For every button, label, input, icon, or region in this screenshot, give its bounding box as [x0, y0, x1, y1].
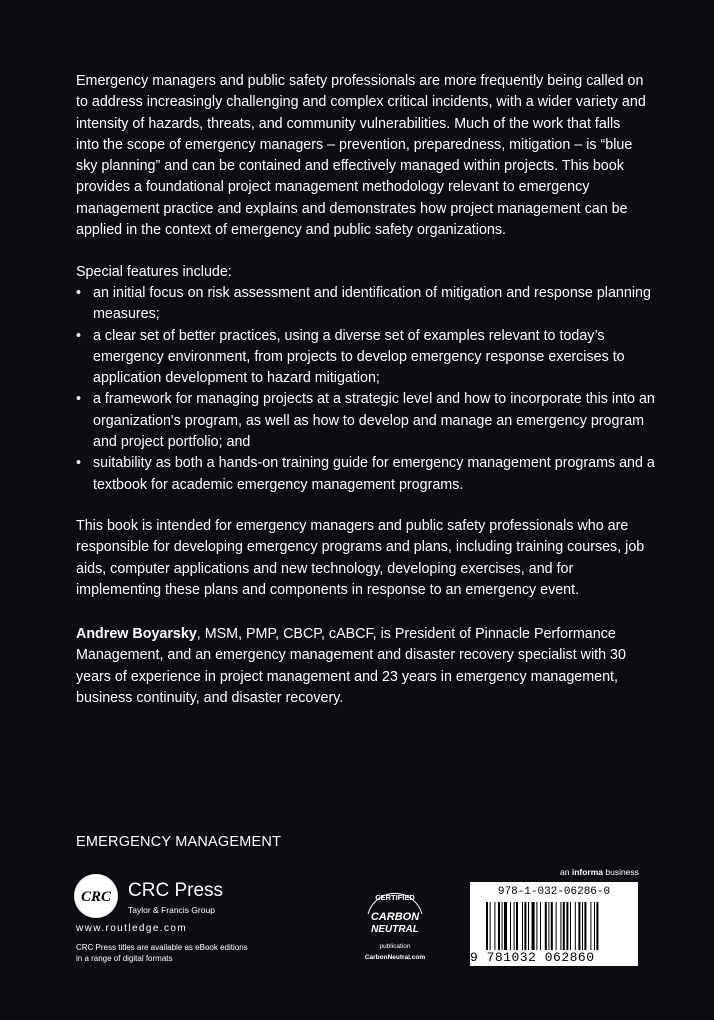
- barcode-bar: [522, 902, 523, 950]
- barcode-bar: [532, 902, 535, 950]
- barcode-bar: [548, 902, 549, 950]
- publisher-name: CRC Press: [128, 880, 224, 901]
- publisher-group: Taylor & Francis Group: [128, 905, 215, 915]
- ebook-note-line: CRC Press titles are available as eBook editions: [76, 943, 248, 952]
- barcode-bar: [590, 902, 591, 950]
- informa-label: [560, 867, 639, 877]
- carbon-line2: CARBON: [370, 911, 420, 923]
- barcode-bar: [540, 902, 541, 950]
- barcode-bar: [516, 902, 518, 950]
- barcode-bar: [510, 902, 511, 950]
- carbon-line4: publication: [379, 943, 411, 950]
- barcode-bar: [486, 902, 488, 950]
- feature-item: • a clear set of better practices, using a diverse set of examples relevant to today’s emergency environment, from projects to develop emergency response exercises to application development to hazard mitigation;: [76, 326, 656, 390]
- features-list: [76, 283, 656, 496]
- intro-paragraph: Emergency managers and public safety professionals are more frequently being called on to address increasingly challenging and complex critical incidents, with a wider variety and intensity of hazards, threats, and community vulnerabilities. Much of the work that falls into the scope of emergency managers – prevention, preparedness, mitigation – is “blue sky planning” and can be contained and effectively managed within projects. This book provides a foundational project management methodology relevant to emergency management practice and explains and demonstrates how project management can be applied in the context of emergency and public safety organizations.: [76, 73, 646, 239]
- barcode-bar: [494, 902, 495, 950]
- barcode-bar: [563, 902, 565, 950]
- publisher-website[interactable]: www.routledge.com: [76, 923, 188, 934]
- features-heading: Special features include:: [76, 264, 232, 280]
- isbn-top-text: 978-1-032-06286-0: [497, 886, 611, 898]
- barcode-bar: [502, 902, 503, 950]
- barcode-bar: [596, 902, 598, 950]
- barcode-bar: [536, 902, 537, 950]
- informa-suffix: business: [603, 867, 639, 877]
- carbon-certified-text: CERTIFIED: [375, 893, 415, 902]
- barcode-bar: [545, 902, 547, 950]
- carbon-line5: CarbonNeutral.com: [364, 954, 426, 961]
- barcode-bar: [514, 902, 515, 950]
- crc-logo-text: CRC: [80, 889, 112, 905]
- author-credentials: , MSM, PMP, CBCP, cABCF, is President of Pinnacle Performance Management, and an emergency management and disaster recovery specialist with 30 years of experience in project management and 23 years in emergency management, business continuity, and disaster recovery.: [76, 626, 626, 706]
- subject-category: EMERGENCY MANAGEMENT: [76, 834, 282, 850]
- barcode-bar: [524, 902, 526, 950]
- ebook-note: [76, 942, 276, 964]
- carbon-line3: NEUTRAL: [371, 924, 419, 935]
- barcode-bar: [560, 902, 561, 950]
- barcode-bar: [556, 902, 557, 950]
- barcode-bar: [528, 902, 529, 950]
- barcode-bar: [490, 902, 491, 950]
- feature-item: • an initial focus on risk assessment and identification of mitigation and response planning measures;: [76, 283, 656, 326]
- barcode-bar: [504, 902, 507, 950]
- author-bio: [76, 624, 646, 709]
- feature-item: • suitability as both a hands-on training guide for emergency management programs and a textbook for academic emergency management programs.: [76, 453, 656, 496]
- barcode-bar: [575, 902, 576, 950]
- ebook-note-line: in a range of digital formats: [76, 954, 173, 963]
- informa-prefix: an: [560, 867, 572, 877]
- barcode-bars: [486, 902, 630, 950]
- barcode-bar: [498, 902, 500, 950]
- isbn-barcode: [470, 882, 638, 966]
- isbn-bottom-text: 9 781032 062860: [470, 950, 595, 965]
- barcode-bar: [578, 902, 580, 950]
- barcode-bar: [570, 902, 571, 950]
- barcode-bar: [566, 902, 568, 950]
- audience-paragraph: This book is intended for emergency managers and public safety professionals who are responsible for developing emergency programs and plans, including training courses, job aids, computer applications and new technology, developing exercises, and for implementing these plans and components in response to an emergency event.: [76, 518, 645, 598]
- barcode-bar: [582, 902, 583, 950]
- carbon-neutral-badge: [356, 884, 434, 964]
- crc-logo-icon: [74, 874, 118, 918]
- barcode-bar: [584, 902, 586, 950]
- barcode-bar: [551, 902, 553, 950]
- feature-item: • a framework for managing projects at a strategic level and how to incorporate this into an organization's program, as well as how to develop and manage an emergency program and project portfolio; and: [76, 389, 656, 453]
- barcode-bar: [594, 902, 595, 950]
- informa-brand: informa: [571, 867, 603, 877]
- author-name: Andrew Boyarsky: [76, 626, 197, 642]
